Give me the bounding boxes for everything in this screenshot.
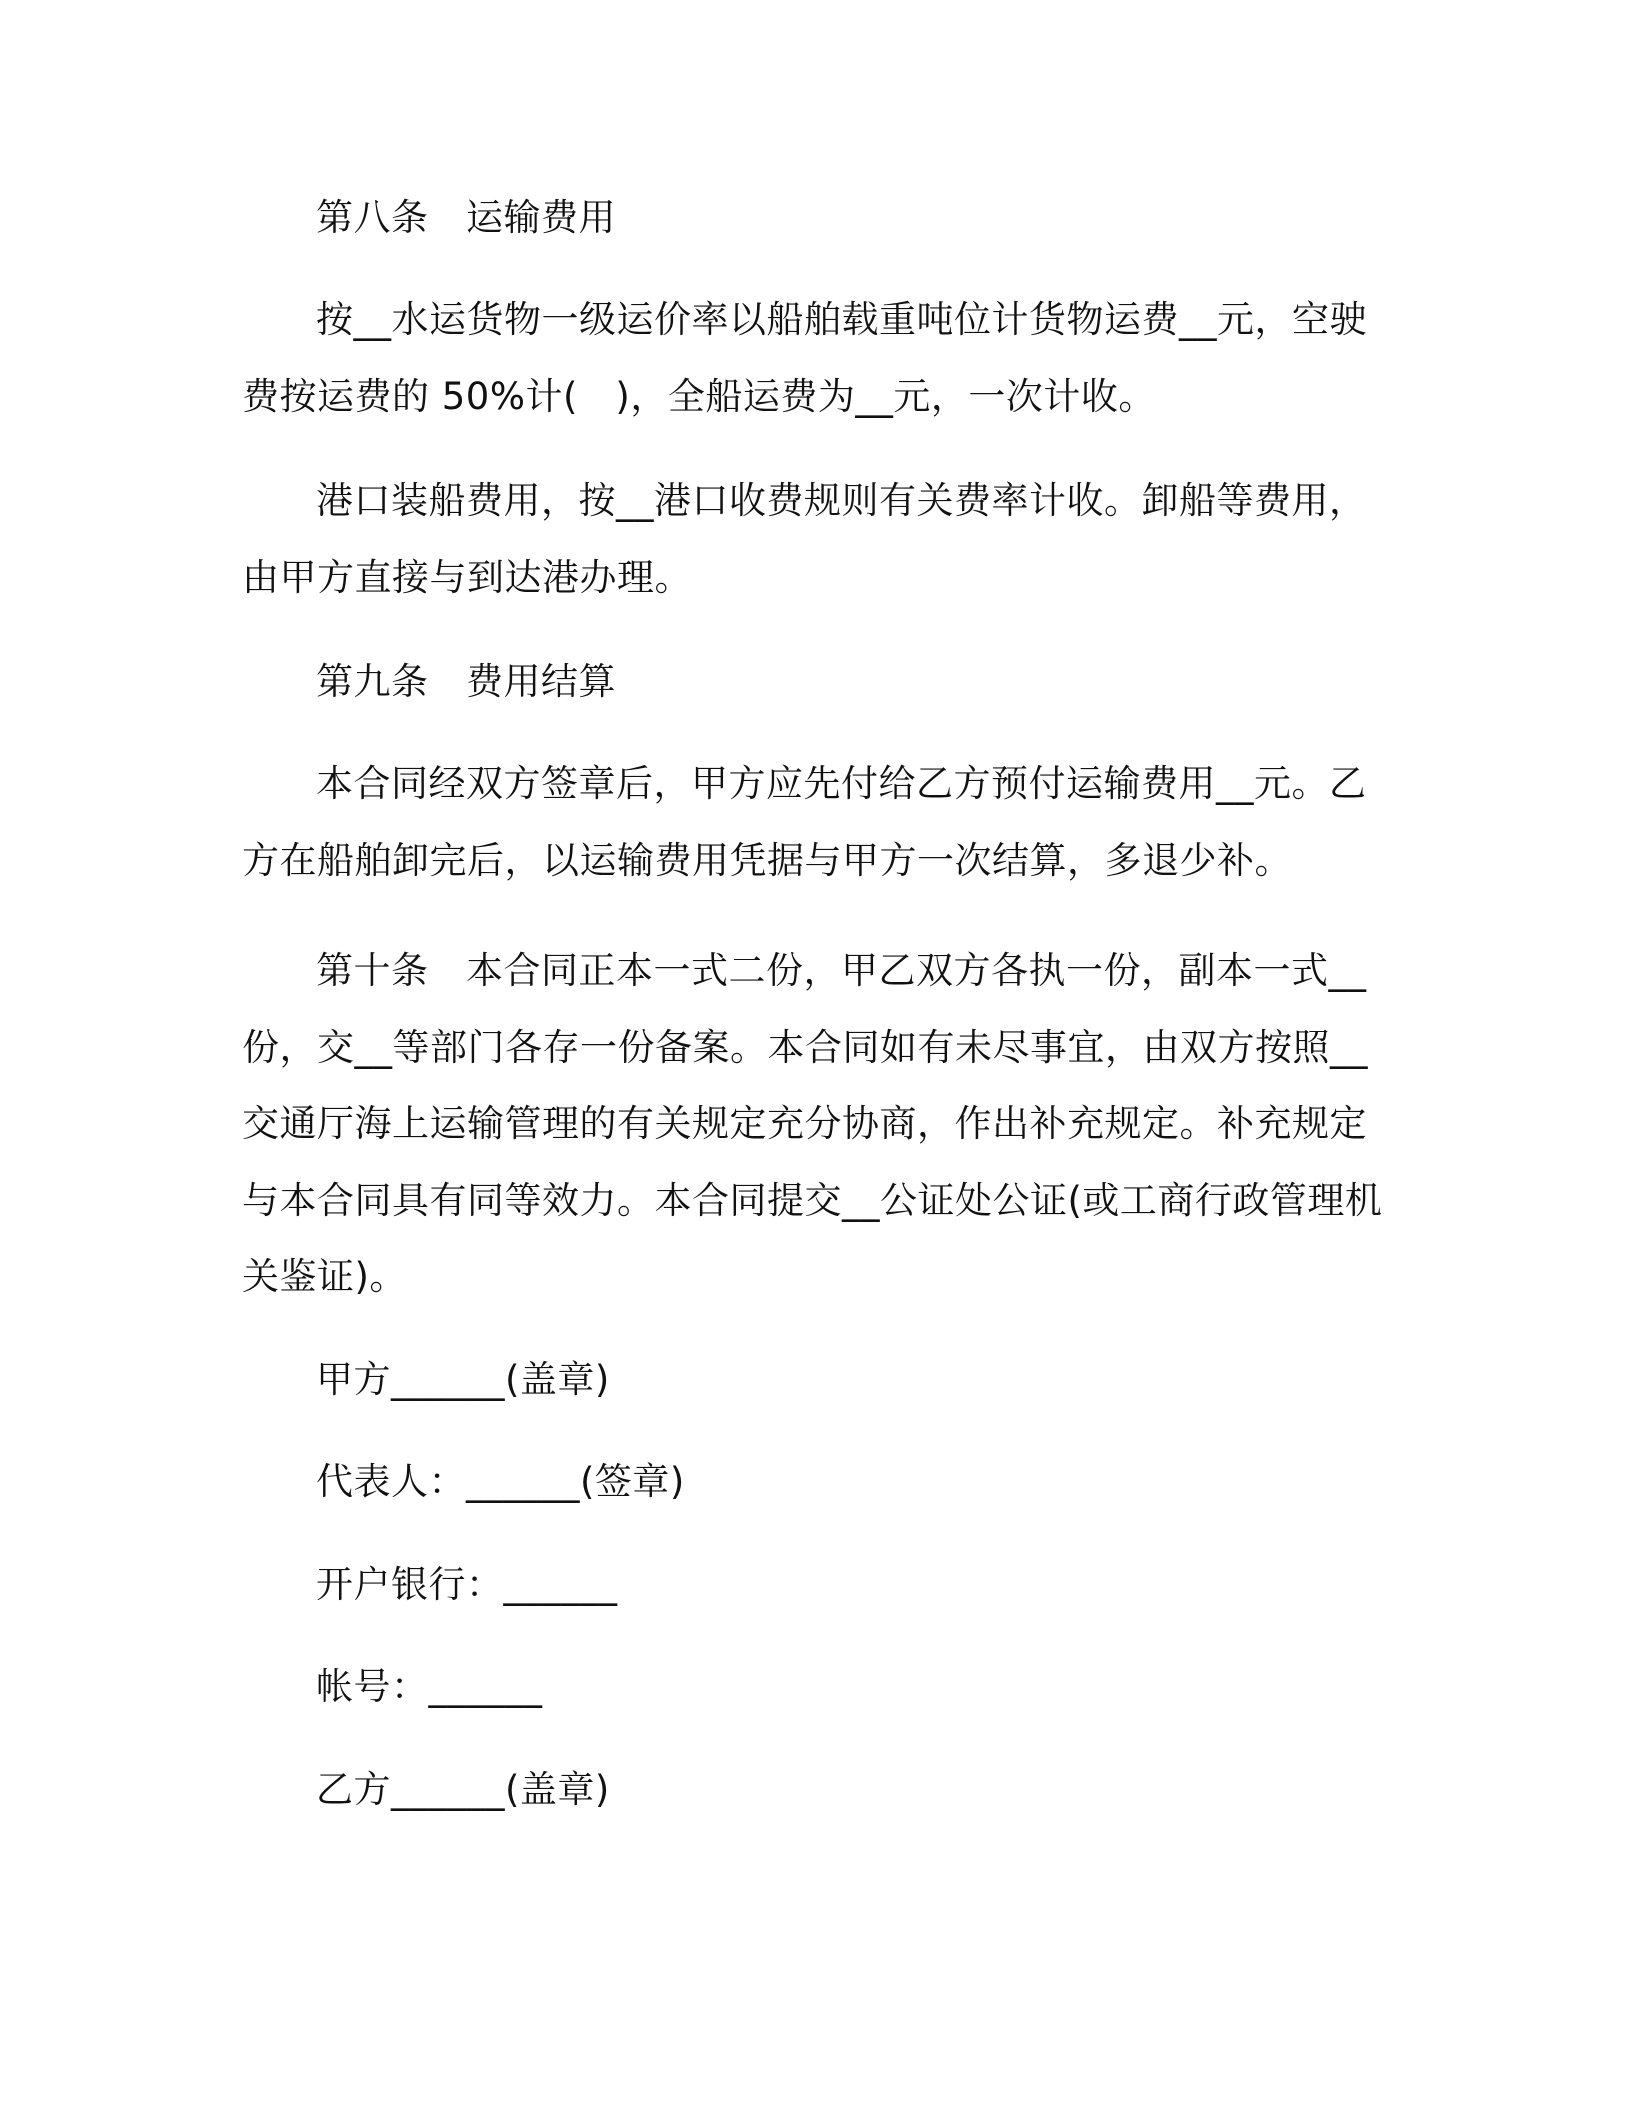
article-10-line-1: 第十条 本合同正本一式二份，甲乙双方各执一份，副本一式__ [316,949,1367,992]
article-9-paragraph-line-2: 方在船舶卸完后，以运输费用凭据与甲方一次结算，多退少补。 [242,839,1292,882]
article-9-paragraph-line-1: 本合同经双方签章后，甲方应先付给乙方预付运输费用__元。乙 [316,762,1367,805]
bank-line: 开户银行：______ [316,1563,618,1606]
party-a-seal-line: 甲方______(盖章) [316,1358,610,1401]
account-number-line: 帐号：______ [316,1665,543,1708]
article-8-paragraph-1-line-2: 费按运费的 50%计( )，全船运费为__元，一次计收。 [242,375,1156,418]
article-10-line-3: 交通厅海上运输管理的有关规定充分协商，作出补充规定。补充规定 [242,1102,1367,1145]
article-10-line-5: 关鉴证)。 [242,1255,407,1298]
article-10-line-4: 与本合同具有同等效力。本合同提交__公证处公证(或工商行政管理机 [242,1179,1383,1222]
article-10-line-2: 份，交__等部门各存一份备案。本合同如有未尽事宜，由双方按照__ [242,1026,1368,1069]
article-8-paragraph-2-line-1: 港口装船费用，按__港口收费规则有关费率计收。卸船等费用， [316,479,1367,522]
article-8-paragraph-2-line-2: 由甲方直接与到达港办理。 [242,556,692,599]
party-b-seal-line: 乙方______(盖章) [316,1768,610,1811]
article-9-heading: 第九条 费用结算 [316,660,616,703]
article-8-paragraph-1-line-1: 按__水运货物一级运价率以船舶载重吨位计货物运费__元，空驶 [316,298,1367,341]
article-8-heading: 第八条 运输费用 [316,196,616,239]
representative-signature-line: 代表人：______(签章) [316,1460,685,1503]
